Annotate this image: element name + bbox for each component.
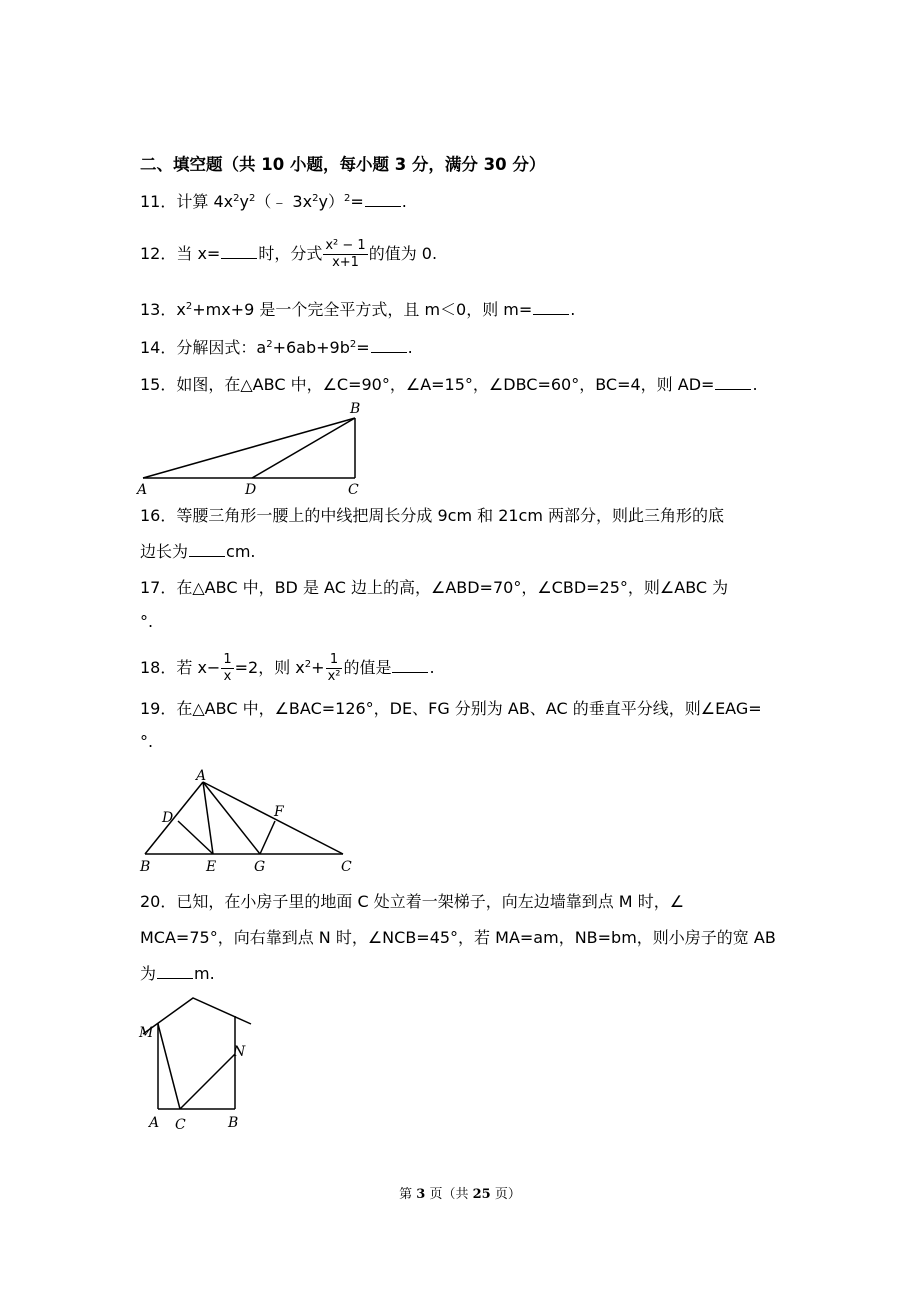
q18-fraction-1 — [221, 652, 233, 685]
q16-line2-post: cm. — [226, 542, 256, 561]
question-18: 18．若 x− $\frac{1}{x}$ =2，则 $x^2+$ $\frac{1}{\text{x²}}$ 的值是 . — [140, 652, 435, 684]
fig19-label-g: G — [254, 859, 266, 875]
q13-number: 13． — [140, 300, 177, 319]
question-15 — [140, 373, 758, 397]
question-20-line2 — [140, 926, 776, 950]
question-17-line2 — [140, 610, 153, 634]
q18-end: . — [429, 658, 435, 677]
q13-answer-blank — [533, 300, 569, 315]
question-19-line2 — [140, 730, 153, 754]
q20-answer-blank — [157, 964, 193, 979]
fig20-label-b: B — [228, 1115, 239, 1131]
q12-fraction-numerator: x² − 1 — [325, 238, 366, 253]
q14-text-mid1: +6ab+9b — [272, 338, 350, 357]
fig15-label-a: A — [137, 482, 148, 498]
q19-line1: 在△ABC 中，∠BAC=126°，DE、FG 分别为 AB、AC 的垂直平分线，则∠EAG= — [176, 699, 762, 718]
q15-text: 如图，在△ABC 中，∠C=90°，∠A=15°，∠DBC=60°，BC=4，则 AD= — [176, 375, 715, 394]
fig15-segment-bd — [252, 418, 355, 478]
figure-15-triangle — [135, 398, 375, 498]
q12-answer-blank — [221, 244, 257, 259]
fig20-ladder-cn — [180, 1054, 235, 1109]
q17-number: 17． — [140, 578, 177, 597]
fig19-label-f: F — [274, 804, 284, 820]
q20-line2: MCA=75°，向右靠到点 N 时，∠NCB=45°，若 MA=am，NB=bm，则小房子的宽 AB — [140, 928, 776, 947]
q14-end: . — [407, 338, 413, 357]
fig19-segment-de — [178, 821, 213, 854]
q18-fraction-1-denominator: x — [223, 669, 232, 684]
q14-text-mid2: = — [356, 338, 370, 357]
q14-number: 14． — [140, 338, 177, 357]
q17-line1: 在△ABC 中，BD 是 AC 边上的高，∠ABD=70°，∠CBD=25°，则∠ABC 为 — [176, 578, 729, 597]
q18-text-post: 的值是 — [343, 658, 392, 677]
q12-text-post: 的值为 0. — [368, 244, 438, 263]
fig20-label-m: M — [139, 1025, 154, 1041]
q14-text-pre: 分解因式：a — [176, 338, 267, 357]
q16-line2-pre: 边长为 — [140, 542, 189, 561]
footer-total-pages: 25 — [472, 1187, 491, 1202]
fig19-label-b: B — [140, 859, 151, 875]
q11-text-post: = — [350, 192, 364, 211]
question-13: 13．$x^2+mx+9$ 是一个完全平方式，且 m＜0，则 m= . — [140, 300, 576, 319]
q16-number: 16． — [140, 506, 177, 525]
q18-fraction-2 — [326, 652, 343, 685]
fig19-label-a: A — [196, 768, 207, 784]
fig20-label-a: A — [149, 1115, 160, 1131]
q18-fraction-2-denominator: x² — [327, 669, 341, 684]
q15-answer-blank — [715, 375, 751, 390]
fig20-label-n: N — [233, 1044, 246, 1060]
question-19-line1 — [140, 697, 762, 721]
q19-number: 19． — [140, 699, 177, 718]
q11-text-mid2: （﹣ 3x — [255, 192, 313, 211]
q12-text-pre: 当 x= — [176, 244, 221, 263]
fig19-side-ab — [145, 782, 203, 854]
question-12 — [140, 238, 437, 271]
q11-text-pre: 计算 4x — [176, 192, 234, 211]
question-16-line1 — [140, 504, 724, 528]
q13-text-pre: x — [176, 300, 186, 319]
q20-line3-pre: 为 — [140, 964, 157, 983]
q15-end: . — [752, 375, 758, 394]
fig19-label-d: D — [162, 810, 174, 826]
q18-answer-blank — [392, 658, 428, 673]
q14-answer-blank — [371, 338, 407, 353]
q11-end: . — [401, 192, 407, 211]
q13-text-mid: +mx+9 是一个完全平方式，且 m＜0，则 m= — [192, 300, 533, 319]
fig19-label-e: E — [206, 859, 217, 875]
footer-pre: 第 — [399, 1187, 417, 1202]
q19-line2: °. — [140, 732, 154, 751]
fig15-label-b: B — [350, 401, 361, 417]
q13-end: . — [570, 300, 576, 319]
section-heading: 二、填空题（共 10 小题，每小题 3 分，满分 30 分） — [140, 155, 546, 174]
footer-page-number: 3 — [416, 1187, 426, 1202]
question-14: 14．分解因式：$a^2+6ab+9b^2=$ . — [140, 338, 413, 357]
fig19-label-c: C — [341, 859, 352, 875]
q18-text-mid2: + — [311, 658, 325, 677]
q12-number: 12． — [140, 244, 177, 263]
fig20-label-c: C — [175, 1117, 186, 1133]
q11-text-mid1: y — [239, 192, 249, 211]
q12-fraction — [323, 238, 367, 271]
question-20-line1 — [140, 890, 684, 914]
fig15-label-d: D — [245, 482, 257, 498]
page-footer — [0, 1183, 920, 1202]
q18-number: 18． — [140, 658, 177, 677]
fig19-segment-fg — [260, 821, 275, 854]
figure-19-triangle — [135, 768, 360, 876]
q11-number: 11． — [140, 192, 177, 211]
question-17-line1 — [140, 576, 728, 600]
q18-text-pre: 若 x− — [176, 658, 221, 677]
q11-text-mid3: y） — [318, 192, 344, 211]
fig19-side-ac — [203, 782, 343, 854]
fig15-label-c: C — [348, 482, 359, 498]
q18-fraction-1-numerator: 1 — [223, 652, 232, 667]
q16-answer-blank — [189, 542, 225, 557]
q15-number: 15． — [140, 375, 177, 394]
q12-text-mid: 时，分式 — [258, 244, 323, 263]
fig15-side-ab — [143, 418, 355, 478]
q16-line1: 等腰三角形一腰上的中线把周长分成 9cm 和 21cm 两部分，则此三角形的底 — [176, 506, 725, 525]
question-20-line3 — [140, 962, 215, 986]
q12-fraction-denominator: x+1 — [332, 255, 359, 270]
q18-fraction-2-numerator: 1 — [326, 652, 343, 669]
q20-line1: 已知，在小房子里的地面 C 处立着一架梯子，向左边墙靠到点 M 时，∠ — [176, 892, 685, 911]
q11-answer-blank — [365, 192, 401, 207]
q17-line2: °. — [140, 612, 154, 631]
footer-post: 页） — [490, 1187, 521, 1202]
q18-text-mid: =2，则 x — [234, 658, 305, 677]
q20-line3-post: m. — [194, 964, 215, 983]
question-11: 11．计算 $4x^2y^2(﹣$ $3x^2y)^2=$ . — [140, 192, 407, 211]
q20-number: 20． — [140, 892, 177, 911]
footer-mid: 页（共 — [425, 1187, 473, 1202]
fig20-ladder-cm — [158, 1024, 180, 1109]
question-16-line2 — [140, 540, 255, 564]
figure-20-house — [135, 992, 260, 1137]
